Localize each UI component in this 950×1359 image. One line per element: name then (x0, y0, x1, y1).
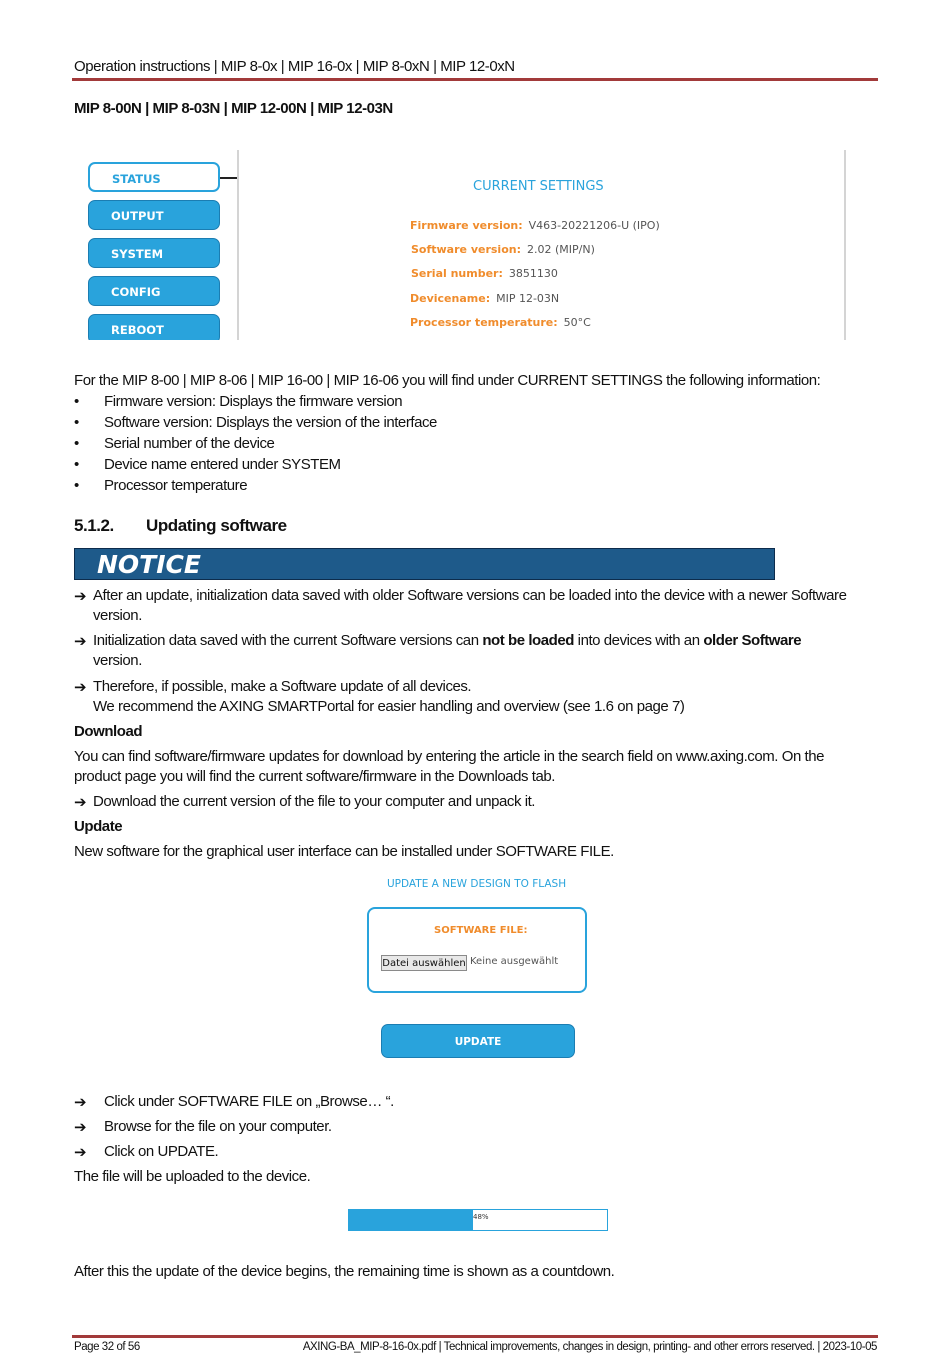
update-heading: Update (74, 818, 123, 835)
panel-divider-right (844, 150, 846, 340)
settings-value: V463-20221206-U (IPO) (528, 219, 660, 232)
models-subtitle: MIP 8-00N | MIP 8-03N | MIP 12-00N | MIP 12-03N (74, 100, 393, 117)
nav-reboot-button[interactable]: REBOOT (88, 314, 220, 340)
uploaded-text: The file will be uploaded to the device. (74, 1168, 311, 1185)
settings-value: 50°C (563, 316, 591, 329)
notice-item-cont: version. (93, 652, 142, 669)
notice-item-cont: version. (93, 607, 142, 624)
download-paragraph: You can find software/firmware updates for download by entering the article in the search field on www.axing.com. On the (74, 748, 825, 765)
arrow-icon: ➔ (74, 793, 87, 811)
bullet-icon: • (74, 435, 79, 452)
countdown-text: After this the update of the device begins, the remaining time is shown as a countdown. (74, 1263, 615, 1280)
software-file-label: SOFTWARE FILE: (434, 925, 528, 936)
current-settings-title: CURRENT SETTINGS (473, 179, 604, 194)
header-rule (72, 78, 878, 81)
update-screenshot (343, 868, 606, 1078)
settings-row-temperature (410, 316, 591, 329)
arrow-icon: ➔ (74, 587, 87, 605)
settings-value: MIP 12-03N (496, 292, 560, 305)
notice-banner (74, 548, 775, 580)
update-button[interactable]: UPDATE (381, 1024, 575, 1058)
intro-paragraph: For the MIP 8-00 | MIP 8-06 | MIP 16-00 | MIP 16-06 you will find under CURRENT SETTINGS the following information: (74, 372, 821, 389)
download-paragraph-cont: product page you will find the current software/firmware in the Downloads tab. (74, 768, 555, 785)
settings-row-serial (411, 267, 558, 280)
progress-fill (349, 1210, 473, 1230)
notice-item-cont: We recommend the AXING SMARTPortal for easier handling and overview (see 1.6 on page 7) (93, 698, 685, 715)
settings-key: Firmware version: (410, 219, 523, 232)
footer-disclaimer: AXING-BA_MIP-8-16-0x.pdf | Technical improvements, changes in design, printing- and other errors reserved. | 2023-10-05 (302, 1341, 877, 1353)
bullet-icon: • (74, 477, 79, 494)
arrow-icon: ➔ (74, 1093, 87, 1111)
section-title: Updating software (146, 516, 287, 535)
section-heading (74, 516, 287, 536)
footer-rule (72, 1335, 878, 1338)
settings-row-firmware (410, 219, 660, 232)
arrow-icon: ➔ (74, 632, 87, 650)
settings-key: Devicename: (410, 292, 491, 305)
nav-status-button[interactable]: STATUS (88, 162, 220, 192)
download-heading: Download (74, 723, 143, 740)
notice-label: NOTICE (97, 550, 201, 579)
panel-divider (237, 150, 239, 340)
choose-file-button[interactable]: Datei auswählen (381, 955, 467, 971)
progress-screenshot (312, 1198, 640, 1244)
software-file-box (367, 907, 587, 993)
arrow-icon: ➔ (74, 1143, 87, 1161)
update-paragraph: New software for the graphical user interface can be installed under SOFTWARE FILE. (74, 843, 614, 860)
nav-connector (220, 177, 237, 179)
settings-key: Software version: (411, 243, 521, 256)
section-number: 5.1.2. (74, 516, 114, 535)
arrow-icon: ➔ (74, 678, 87, 696)
update-flash-title: UPDATE A NEW DESIGN TO FLASH (387, 878, 567, 890)
settings-row-software (411, 243, 595, 256)
upload-progress-bar (348, 1209, 608, 1231)
settings-value: 3851130 (508, 267, 558, 280)
page-number: Page 32 of 56 (74, 1341, 140, 1353)
bullet-icon: • (74, 393, 79, 410)
nav-config-button[interactable]: CONFIG (88, 276, 220, 306)
nav-output-button[interactable]: OUTPUT (88, 200, 220, 230)
status-screenshot (74, 148, 878, 340)
settings-value: 2.02 (MIP/N) (526, 243, 595, 256)
bullet-icon: • (74, 414, 79, 431)
settings-row-devicename (410, 292, 559, 305)
progress-label: 48% (473, 1213, 489, 1221)
arrow-icon: ➔ (74, 1118, 87, 1136)
document-header: Operation instructions | MIP 8-0x | MIP 16-0x | MIP 8-0xN | MIP 12-0xN (74, 58, 515, 75)
settings-key: Processor temperature: (410, 316, 558, 329)
settings-key: Serial number: (411, 267, 503, 280)
nav-system-button[interactable]: SYSTEM (88, 238, 220, 268)
bullet-icon: • (74, 456, 79, 473)
file-status: Keine ausgewählt (470, 956, 559, 967)
